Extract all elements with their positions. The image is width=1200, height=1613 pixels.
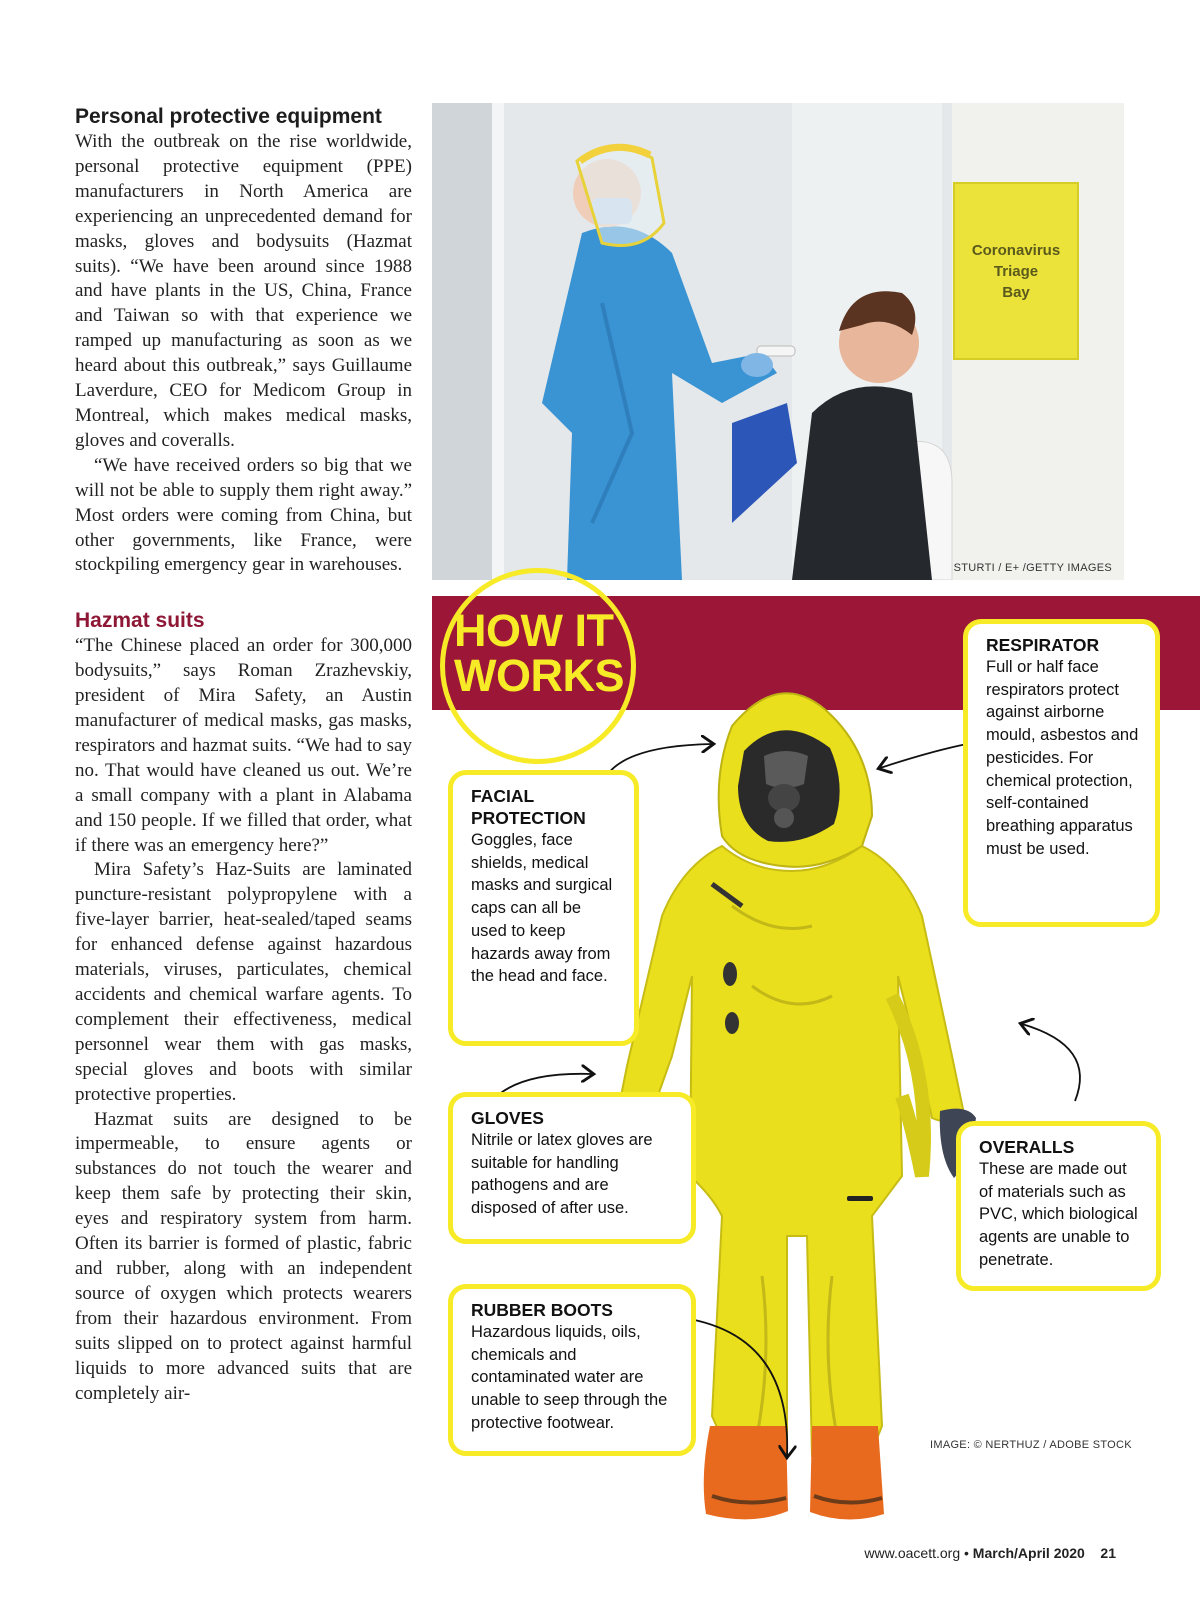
triage-photo xyxy=(432,103,1124,580)
rubber-boots-callout xyxy=(448,1284,696,1456)
respirator-arrow xyxy=(880,744,967,768)
ppe-paragraph-2: “We have received orders so big that we will not be able to supply them right away.” Most orders were coming from China, but other governments, like France, were stockpiling emergency gear in warehouses. xyxy=(75,454,412,576)
gloves-body: Nitrile or latex gloves are suitable for handling pathogens and are disposed of after use. xyxy=(471,1131,653,1218)
image-credit: IMAGE: © NERTHUZ / ADOBE STOCK xyxy=(930,1439,1132,1451)
sign-line-2: Triage xyxy=(993,263,1039,280)
facial-title-line-1: FACIAL xyxy=(471,786,535,806)
triage-photo-illustration xyxy=(432,103,1124,580)
article-column xyxy=(75,104,412,1406)
how-it-works-infographic xyxy=(432,596,1200,1556)
sign-line-3: Bay xyxy=(1002,284,1030,301)
sign-line-1: Coronavirus xyxy=(971,242,1061,259)
footer-website[interactable]: www.oacett.org xyxy=(864,1545,961,1561)
page-number: 21 xyxy=(1100,1545,1116,1561)
facial-body: Goggles, face shields, medical masks and surgical caps can all be used to keep hazards away from the head and face. xyxy=(471,831,613,986)
title-line-1: HOW IT xyxy=(454,605,614,656)
ppe-heading: Personal protective equipment xyxy=(75,105,382,128)
overalls-callout xyxy=(956,1121,1161,1291)
facial-title-line-2: PROTECTION xyxy=(471,808,586,828)
footer-issue: March/April 2020 xyxy=(972,1545,1085,1561)
respirator-title: RESPIRATOR xyxy=(986,635,1100,655)
boots-title: RUBBER BOOTS xyxy=(471,1300,613,1320)
respirator-body: Full or half face respirators protect against airborne mould, asbestos and pesticides. For chemical protection, self-contained breathing apparatus must be used. xyxy=(986,658,1139,858)
facial-protection-callout xyxy=(448,770,639,1046)
respirator-callout xyxy=(963,619,1160,927)
hazmat-paragraph-2: Mira Safety’s Haz-Suits are laminated puncture-resistant polypropylene with a five-layer barrier, heat-sealed/taped seams for enhanced defense against hazardous materials, viruses, particulates, chemical accidents and chemical warfare agents. To complement their effectiveness, medical personnel wear them with gas masks, special gloves and boots with similar protective properties. xyxy=(75,859,412,1105)
gloves-title: GLOVES xyxy=(471,1108,544,1128)
overalls-arrow xyxy=(1022,1024,1080,1101)
gloves-callout xyxy=(448,1092,696,1244)
overalls-title: OVERALLS xyxy=(979,1137,1075,1157)
ppe-paragraph-1: With the outbreak on the rise worldwide, personal protective equipment (PPE) manufacturers in North America are experiencing an unprecedented demand for masks, gloves and bodysuits (Hazmat suits). “We have been around since 1988 and have plants in the US, China, France and Taiwan so with that experience we ramped up manufacturing as soon as we heard about this outbreak,” says Guillaume Laverdure, CEO for Medicom Group in Montreal, which makes medical masks, gloves and coveralls. xyxy=(75,131,412,451)
hazmat-heading: Hazmat suits xyxy=(75,609,205,633)
title-line-2: WORKS xyxy=(454,650,624,701)
boots-body: Hazardous liquids, oils, chemicals and contaminated water are unable to seep through the protective footwear. xyxy=(471,1323,668,1432)
hazmat-paragraph-3: Hazmat suits are designed to be impermeable, to ensure agents or substances do not touch the wearer and keep them safe by protecting their skin, eyes and respiratory system from harm. Often its barrier is formed of plastic, fabric and rubber, along with an independent source of oxygen which protects wearers from their hazardous environment. From suits slipped on to protect against harmful liquids to more advanced suits that are completely air- xyxy=(75,1108,412,1404)
photo-credit: STURTI / E+ /GETTY IMAGES xyxy=(953,562,1112,574)
page-footer xyxy=(864,1545,1116,1561)
overalls-body: These are made out of materials such as PVC, which biological agents are unable to penetrate. xyxy=(979,1160,1138,1269)
footer-separator: • xyxy=(964,1545,969,1561)
hazmat-paragraph-1: “The Chinese placed an order for 300,000 bodysuits,” says Roman Zrazhevskiy, president of Mira Safety, an Austin manufacturer of medical masks, gas masks, respirators and hazmat suits. “We had to say no. That would have cleaned us out. We’re a small company with a plant in Alabama and 150 people. If we filled that order, what if there was an emergency here?” xyxy=(75,635,412,856)
